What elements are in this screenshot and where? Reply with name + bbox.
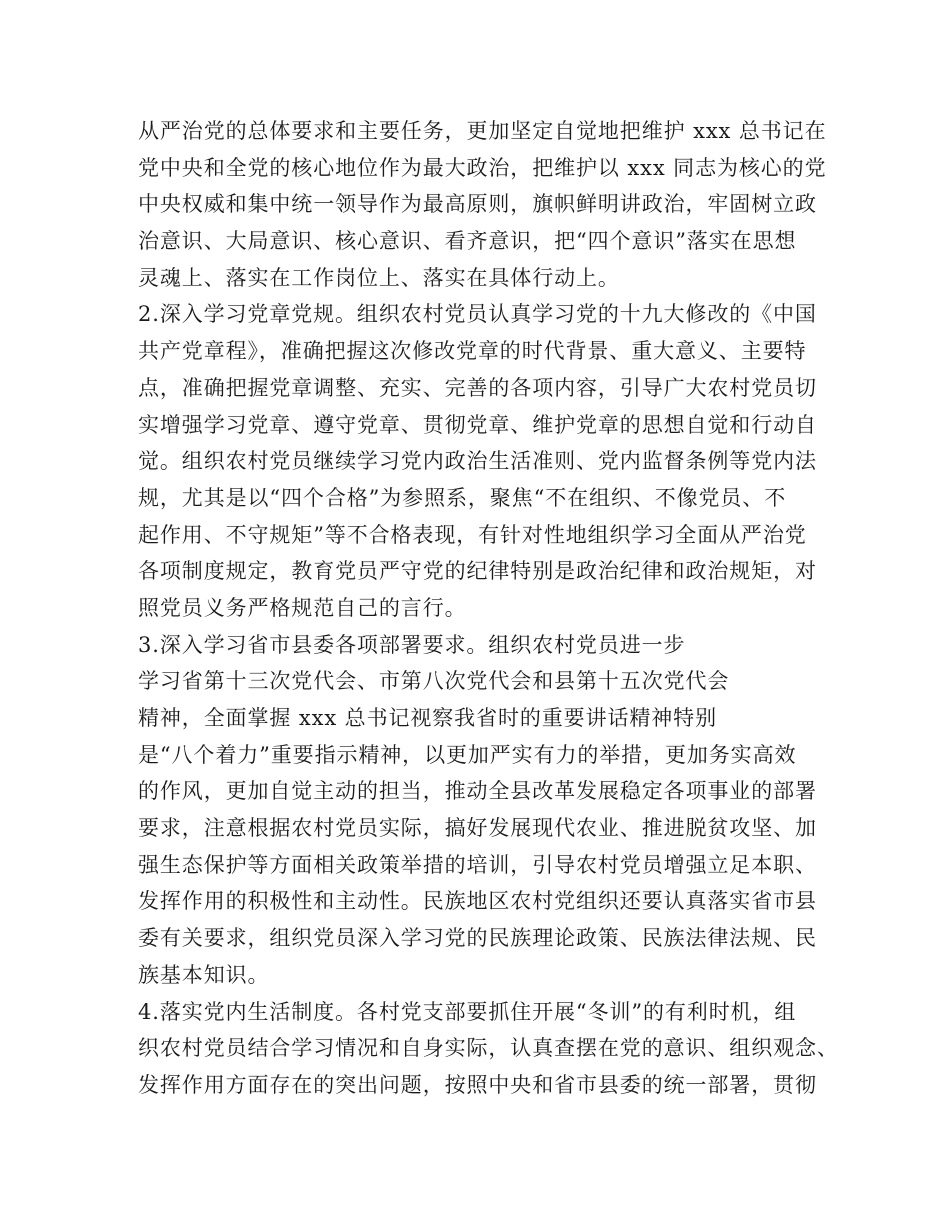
text-line: 委有关要求，组织党员深入学习党的民族理论政策、民族法律法规、民 (138, 926, 817, 951)
text-line: 觉。组织农村党员继续学习党内政治生活准则、党内监督条例等党内法 (138, 449, 817, 474)
text-line: 4.落实党内生活制度。各村党支部要抓住开展“冬训”的有利时机，组 (138, 999, 797, 1024)
text-line: 2.深入学习党章党规。组织农村党员认真学习党的十九大修改的《中国 (138, 302, 817, 327)
text-line: 各项制度规定，教育党员严守党的纪律特别是政治纪律和政治规矩，对 (138, 559, 817, 584)
text-line: 规，尤其是以“四个合格”为参照系，聚焦“不在组织、不像党员、不 (138, 485, 787, 510)
text-line: 起作用、不守规矩”等不合格表现，有针对性地组织学习全面从严治党 (138, 522, 807, 547)
text-line: 学习省第十三次党代会、市第八次党代会和县第十五次党代会 (138, 669, 730, 694)
text-line: 的作风，更加自觉主动的担当，推动全县改革发展稳定各项事业的部署 (138, 779, 817, 804)
text-line: 共产党章程》，准确把握这次修改党章的时代背景、重大意义、主要特 (138, 339, 807, 364)
text-line: 发挥作用方面存在的突出问题，按照中央和省市县委的统一部署，贯彻 (138, 1072, 817, 1097)
text-line: 实增强学习党章、遵守党章、贯彻党章、维护党章的思想自觉和行动自 (138, 412, 817, 437)
text-line: 照党员义务严格规范自己的言行。 (138, 595, 467, 620)
text-line: 点，准确把握党章调整、充实、完善的各项内容，引导广大农村党员切 (138, 375, 817, 400)
text-line: 强生态保护等方面相关政策举措的培训，引导农村党员增强立足本职、 (138, 852, 817, 877)
text-line: 精神，全面掌握 xxx 总书记视察我省时的重要讲话精神特别 (138, 706, 717, 730)
text-line: 3.深入学习省市县委各项部署要求。组织农村党员进一步 (138, 632, 686, 657)
text-line: 治意识、大局意识、核心意识、看齐意识，把“四个意识”落实在思想 (138, 229, 797, 254)
text-line: 织农村党员结合学习情况和自身实际，认真查摆在党的意识、组织观念、 (138, 1036, 839, 1061)
text-line: 中央权威和集中统一领导作为最高原则，旗帜鲜明讲政治，牢固树立政 (138, 192, 817, 217)
text-line: 党中央和全党的核心地位作为最大政治，把维护以 xxx 同志为核心的党 (138, 155, 827, 180)
text-line: 从严治党的总体要求和主要任务，更加坚定自觉地把维护 xxx 总书记在 (138, 119, 827, 143)
text-line: 发挥作用的积极性和主动性。民族地区农村党组织还要认真落实省市县 (138, 889, 817, 914)
text-line: 是“八个着力”重要指示精神，以更加严实有力的举措，更加务实高效 (138, 742, 797, 767)
text-line: 灵魂上、落实在工作岗位上、落实在具体行动上。 (138, 265, 620, 290)
text-line: 族基本知识。 (138, 962, 270, 987)
body-text (138, 113, 839, 1104)
text-line: 要求，注意根据农村党员实际，搞好发展现代农业、推进脱贫攻坚、加 (138, 816, 817, 841)
